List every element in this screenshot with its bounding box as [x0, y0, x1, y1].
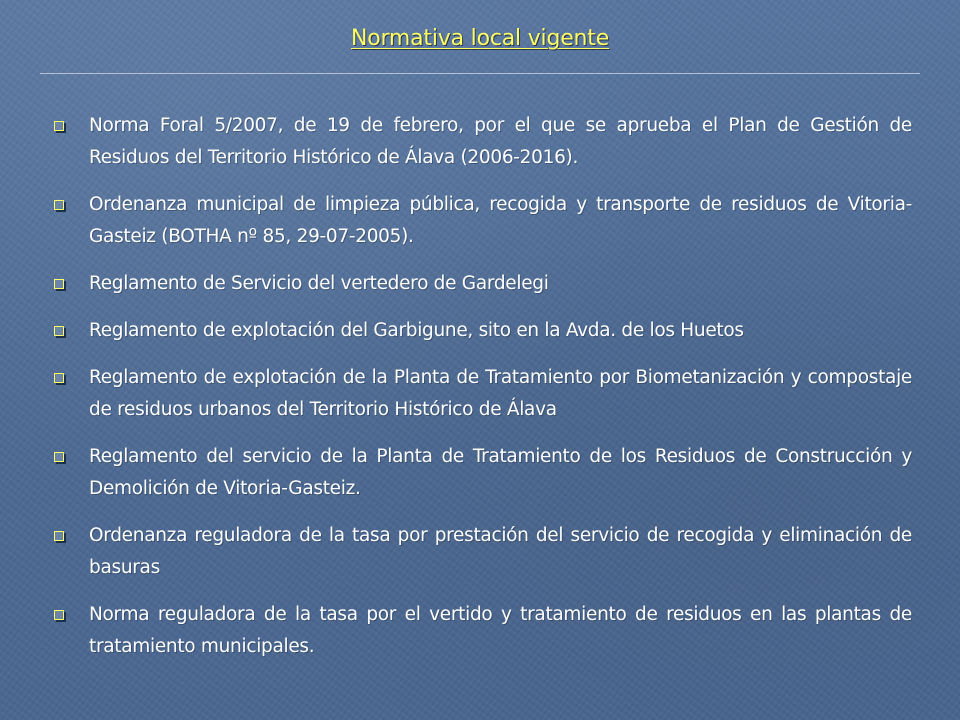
list-item: [52, 110, 912, 174]
list-item-text: Reglamento de explotación de la Planta de Tratamiento por Biometanización y compostaje de residuos urbanos del Territorio Histórico de Álava: [89, 367, 912, 420]
list-item: [52, 315, 912, 347]
square-bullet-icon: [54, 452, 64, 462]
square-bullet-icon: [54, 326, 64, 336]
list-item-text: Norma reguladora de la tasa por el vertido y tratamiento de residuos en las plantas de tratamiento municipales.: [89, 604, 912, 657]
title-divider: [40, 73, 920, 74]
square-bullet-icon: [54, 279, 64, 289]
list-item: [52, 189, 912, 253]
list-item: [52, 268, 912, 300]
list-item-text: Reglamento de Servicio del vertedero de Gardelegi: [89, 273, 549, 294]
square-bullet-icon: [54, 200, 64, 210]
list-item: [52, 520, 912, 584]
slide-title: Normativa local vigente: [350, 26, 610, 51]
list-item: [52, 362, 912, 426]
list-item-text: Reglamento de explotación del Garbigune, sito en la Avda. de los Huetos: [89, 320, 744, 341]
square-bullet-icon: [54, 121, 64, 131]
list-item: [52, 599, 912, 663]
square-bullet-icon: [54, 531, 64, 541]
list-item-text: Ordenanza municipal de limpieza pública, recogida y transporte de residuos de Vitoria-Gasteiz (BOTHA nº 85, 29-07-2005).: [89, 194, 912, 247]
square-bullet-icon: [54, 610, 64, 620]
list-item: [52, 441, 912, 505]
list-item-text: Reglamento del servicio de la Planta de Tratamiento de los Residuos de Construcción y Demolición de Vitoria-Gasteiz.: [89, 446, 912, 499]
regulation-list: [52, 110, 912, 678]
list-item-text: Norma Foral 5/2007, de 19 de febrero, por el que se aprueba el Plan de Gestión de Residuos del Territorio Histórico de Álava (2006-2016).: [89, 115, 912, 168]
list-item-text: Ordenanza reguladora de la tasa por prestación del servicio de recogida y eliminación de basuras: [89, 525, 912, 578]
square-bullet-icon: [54, 373, 64, 383]
